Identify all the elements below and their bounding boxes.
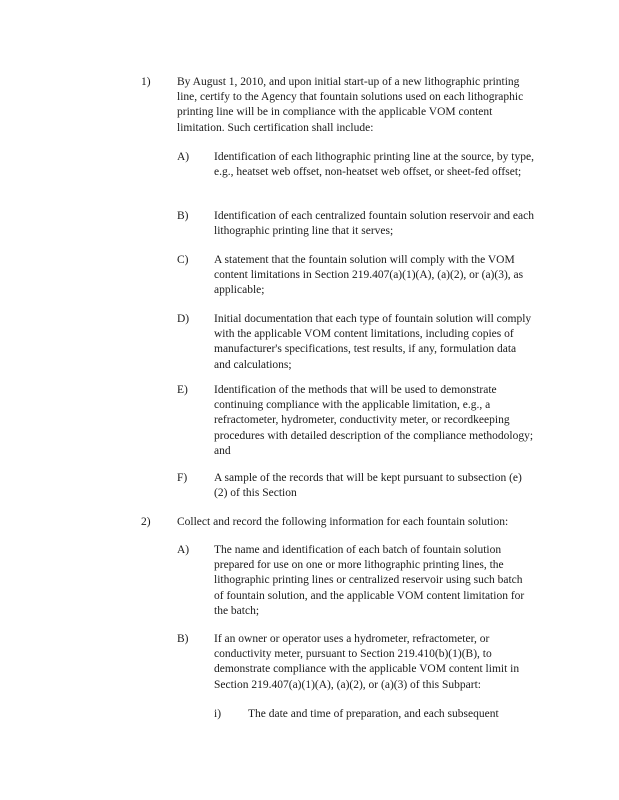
item-2b-marker: B) <box>177 633 189 645</box>
item-1b-text: Identification of each centralized fountain solution reservoir and each lithographic printing line that it serves; <box>214 210 534 238</box>
item-1b-marker: B) <box>177 210 189 222</box>
item-2b-text: If an owner or operator uses a hydrometer, refractometer, or conductivity meter, pursuant to Section 219.410(b)(1)(B), to demonstrate compliance with the applicable VOM content limit in Section 219.407(a)(1)(A), (a)(2), or (a)(3) of this Subpart: <box>214 633 520 691</box>
item-2b-i-marker: i) <box>214 708 222 720</box>
item-1a-marker: A) <box>177 151 190 163</box>
item-2b-i-text: The date and time of preparation, and each subsequent <box>248 708 499 720</box>
item-1e-text: Identification of the methods that will be used to demonstrate continuing compliance with the applicable limitation, e.g., a refractometer, hydrometer, conductivity meter, or recordkeeping procedures with detailed description of the compliance methodology; and <box>214 384 534 457</box>
item-1a-text: Identification of each lithographic printing line at the source, by type, e.g., heatset web offset, non-heatset web offset, or sheet-fed offset; <box>214 151 534 179</box>
item-1f-marker: F) <box>177 472 188 484</box>
item-1d-text: Initial documentation that each type of fountain solution will comply with the applicable VOM content limitations, including copies of manufacturer's specifications, test results, if any, formulation data and calculations; <box>214 313 532 371</box>
item-1-text: By August 1, 2010, and upon initial start-up of a new lithographic printing line, certify to the Agency that fountain solutions used on each lithographic printing line will be in compliance with the applicable VOM content limitation. Such certification shall include: <box>177 76 524 134</box>
item-1c-marker: C) <box>177 254 189 266</box>
item-1c-text: A statement that the fountain solution will comply with the VOM content limitations in Section 219.407(a)(1)(A), (a)(2), or (a)(3), as applicable; <box>214 254 524 297</box>
item-1-marker: 1) <box>141 76 151 88</box>
item-2a-marker: A) <box>177 544 190 556</box>
item-1f-text: A sample of the records that will be kept pursuant to subsection (e)(2) of this Section <box>214 472 522 500</box>
item-2-text: Collect and record the following information for each fountain solution: <box>177 516 509 528</box>
item-2-marker: 2) <box>141 516 151 528</box>
item-1e-marker: E) <box>177 384 188 396</box>
item-2a-text: The name and identification of each batch of fountain solution prepared for use on one or more lithographic printing lines, the lithographic printing lines or centralized reservoir using such batch of fountain solution, and the applicable VOM content limitation for the batch; <box>214 544 525 617</box>
item-1d-marker: D) <box>177 313 190 325</box>
